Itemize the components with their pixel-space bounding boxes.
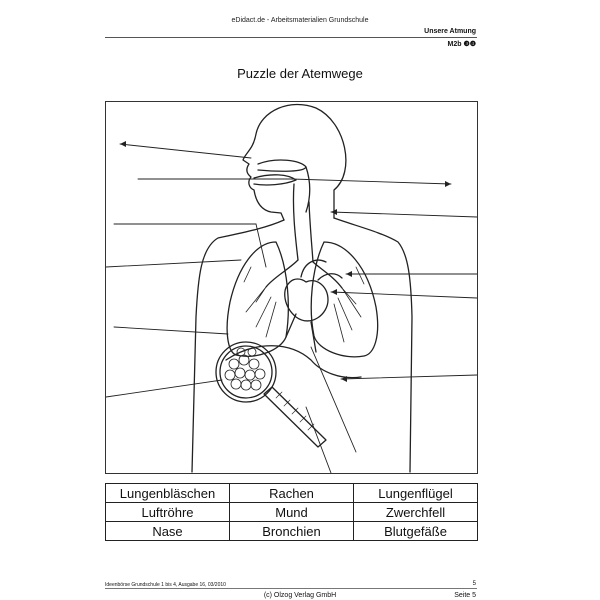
table-cell: Zwerchfell — [354, 503, 478, 522]
trachea — [293, 184, 298, 260]
table-cell: Luftröhre — [106, 503, 230, 522]
table-row — [106, 522, 478, 541]
table-row — [106, 503, 478, 522]
head-outline — [243, 104, 346, 220]
table-cell: Mund — [230, 503, 354, 522]
worksheet-title: Puzzle der Atemwege — [237, 66, 363, 81]
right-lung — [311, 242, 377, 357]
lung-branches — [244, 267, 364, 342]
arrow-heads — [120, 141, 451, 382]
diaphragm — [226, 346, 361, 378]
alveoli-cluster — [225, 348, 265, 390]
label-lines — [106, 144, 477, 473]
site-header: eDidact.de - Arbeitsmaterialien Grundschule — [231, 17, 369, 24]
body-outline-right — [334, 218, 412, 472]
header-rule — [105, 37, 477, 38]
nasal-cavity — [258, 160, 306, 171]
material-code: M2b ❸❹ — [447, 41, 476, 48]
page-label: Seite 5 — [454, 592, 476, 599]
copyright: (c) Olzog Verlag GmbH — [263, 592, 337, 599]
table-cell: Lungenbläschen — [106, 484, 230, 503]
respiratory-drawing — [106, 102, 477, 473]
footer-rule — [105, 588, 477, 589]
table-row — [106, 484, 478, 503]
heart — [285, 279, 328, 321]
table-cell: Blutgefäße — [354, 522, 478, 541]
respiratory-diagram — [105, 101, 478, 474]
publication-info: Ideenbörse Grundschule 1 bis 4, Ausgabe 16, 03/2010 — [105, 582, 226, 588]
table-cell: Rachen — [230, 484, 354, 503]
trachea-right — [309, 202, 313, 262]
page-number: 5 — [472, 581, 476, 587]
magnifier-handle — [264, 387, 326, 447]
topic-label: Unsere Atmung — [424, 28, 476, 35]
table-cell: Bronchien — [230, 522, 354, 541]
word-table — [105, 483, 478, 541]
oral-cavity — [254, 175, 296, 185]
table-cell: Nase — [106, 522, 230, 541]
table-cell: Lungenflügel — [354, 484, 478, 503]
